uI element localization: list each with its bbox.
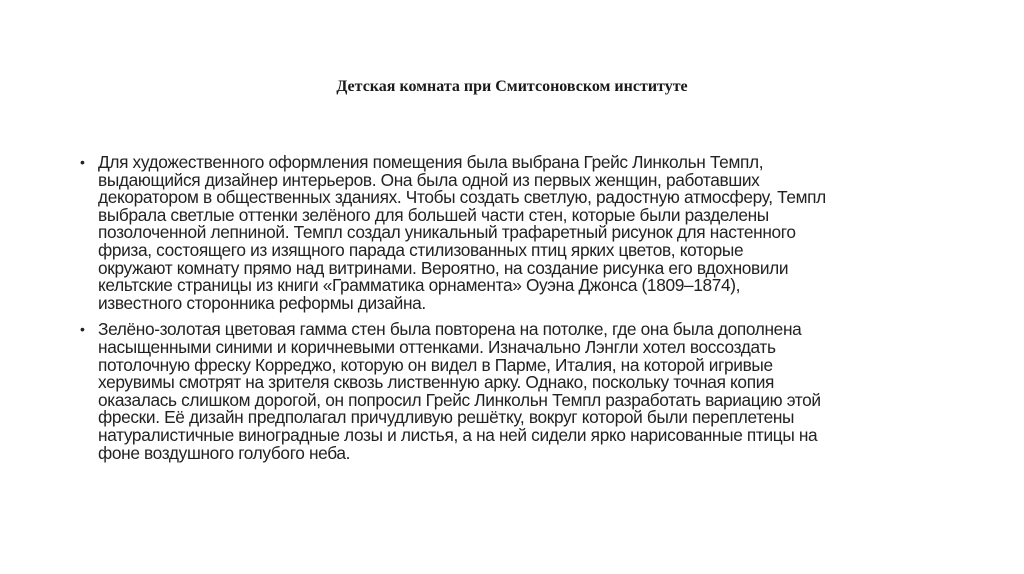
text-line: кельтские страницы из книги «Грамматика орнамента» Оуэна Джонса (1809–1874), — [98, 275, 741, 296]
text-line: известного сторонника реформы дизайна. — [98, 292, 426, 313]
text-line: насыщенными синими и коричневыми оттенками. Изначально Лэнгли хотел воссоздать — [98, 336, 776, 357]
text-line: фоне воздушного голубого неба. — [98, 442, 351, 463]
text-line: оказалась слишком дорогой, он попросил Грейс Линкольн Темпл разработать вариацию этой — [98, 389, 821, 410]
text-line: выдающийся дизайнер интерьеров. Она была одной из первых женщин, работавших — [98, 169, 760, 190]
text-line: декоратором в общественных зданиях. Чтобы создать светлую, радостную атмосферу, Темпл — [98, 187, 826, 208]
text-line: натуралистичные виноградные лозы и листья, а на ней сидели ярко нарисованные птицы на — [98, 424, 818, 445]
text-line: Для художественного оформления помещения была выбрана Грейс Линкольн Темпл, — [98, 152, 764, 172]
bullet-item — [80, 321, 960, 462]
bullet-icon: • — [80, 154, 85, 170]
text-line: выбрала светлые оттенки зелёного для большей части стен, которые были разделены — [98, 204, 769, 225]
text-line: фрески. Её дизайн предполагал причудливую решётку, вокруг которой были переплетены — [98, 407, 795, 428]
text-line: Зелёно-золотая цветовая гамма стен была повторена на потолке, где она была дополнена — [98, 319, 802, 340]
slide-content — [80, 154, 960, 471]
bullet-item — [80, 154, 960, 312]
bullet-icon: • — [80, 321, 85, 338]
text-line: херувимы смотрят на зрителя сквозь лиственную арку. Однако, поскольку точная копия — [98, 372, 775, 393]
text-line: потолочную фреску Корреджо, которую он видел в Парме, Италия, на которой игривые — [98, 354, 773, 375]
text-line: окружают комнату прямо над витринами. Вероятно, на создание рисунка его вдохновили — [98, 257, 789, 278]
text-line: позолоченной лепниной. Темпл создал уникальный трафаретный рисунок для настенного — [98, 222, 796, 243]
slide-title: Детская комната при Смитсоновском институте — [336, 78, 688, 95]
text-line: фриза, состоящего из изящного парада стилизованных птиц ярких цветов, которые — [98, 239, 744, 260]
